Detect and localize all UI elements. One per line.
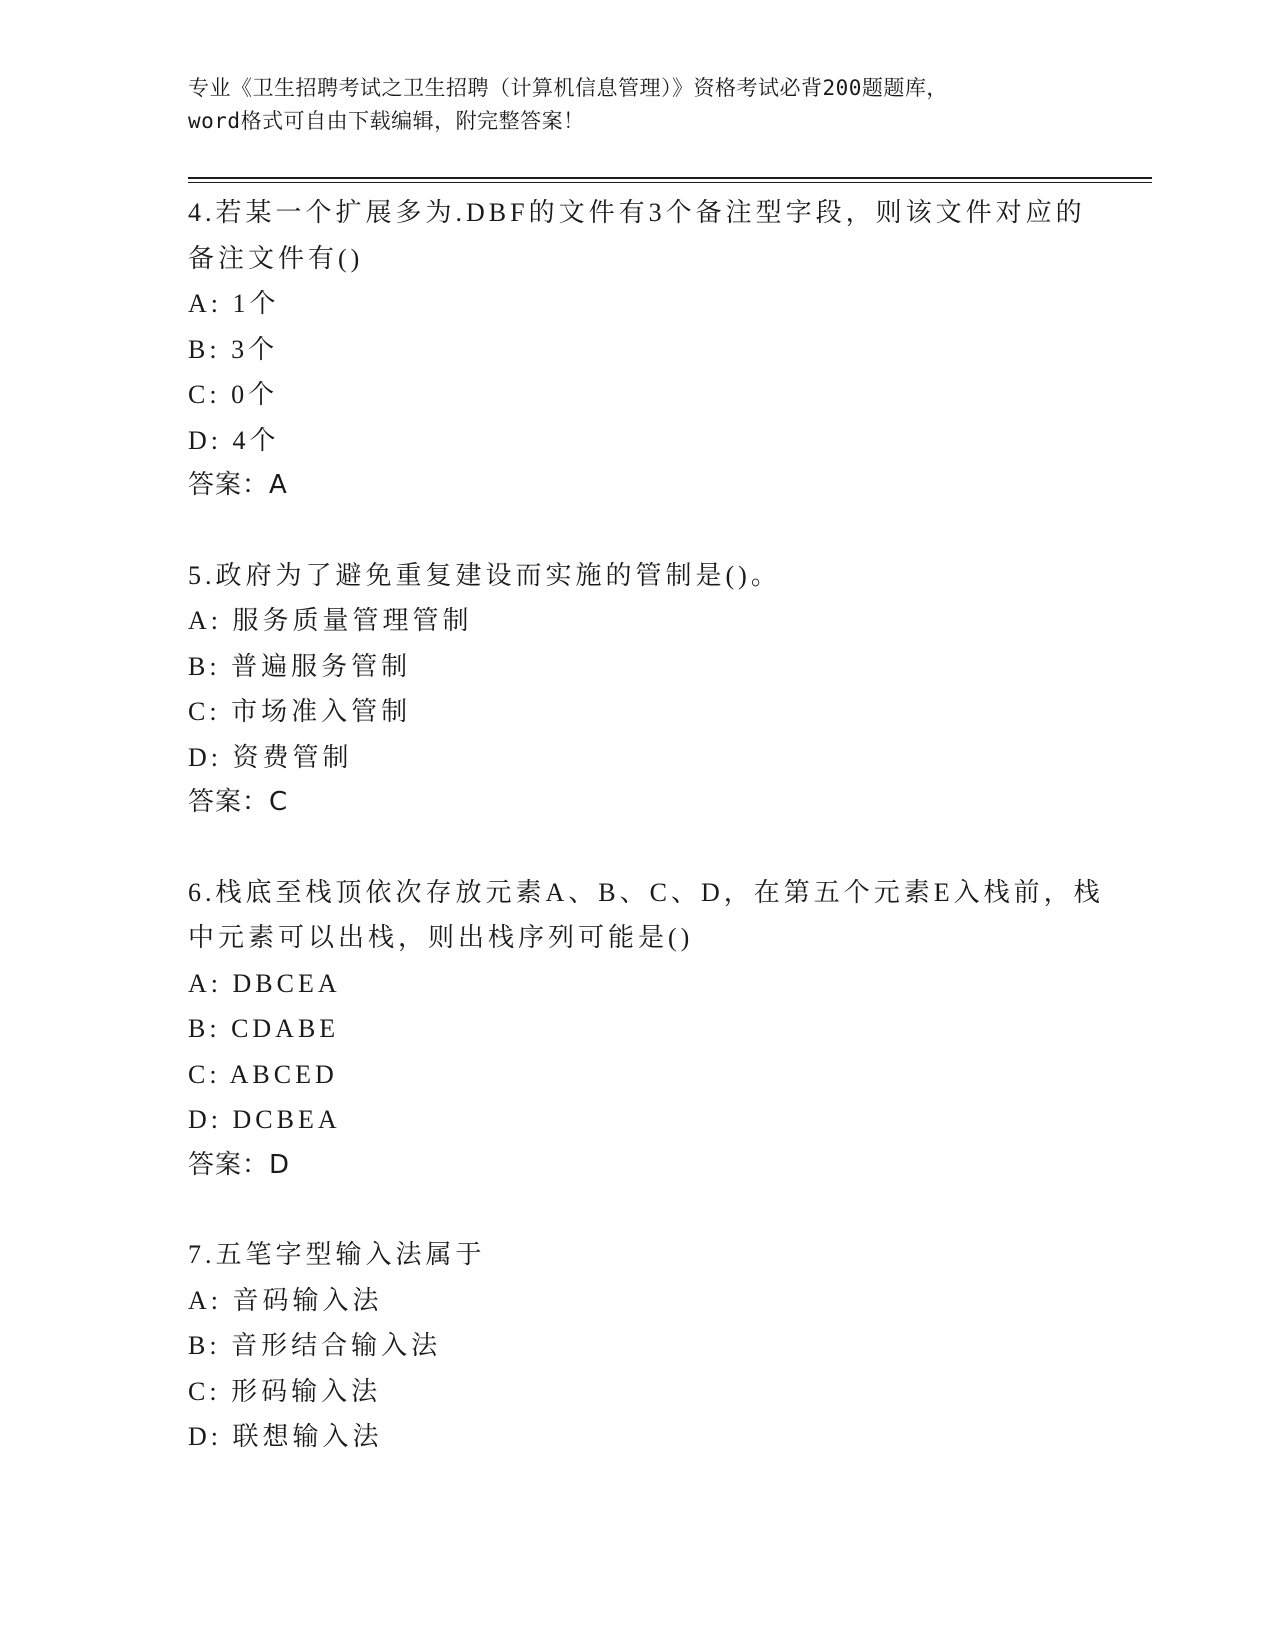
stem-line: 6.栈底至栈顶依次存放元素A、B、C、D，在第五个元素E入栈前，栈 [188,877,1104,907]
answer-line: 答案：D [188,1149,291,1180]
option-a: A: DBCEA [188,968,341,998]
question-5 [188,553,1088,826]
option-d: D: 4个 [188,425,280,455]
option-b: B: CDABE [188,1014,340,1043]
option-a: A: 服务质量管理管制 [188,606,473,635]
option-d: D: 资费管制 [188,742,353,772]
answer-line: 答案：C [188,787,289,817]
question-6 [188,870,1104,1189]
document-header [188,72,1088,138]
stem-line: 备注文件有() [188,243,364,273]
option-b: B: 音形结合输入法 [188,1331,442,1360]
option-c: C: 形码输入法 [188,1376,382,1406]
option-b: B: 3个 [188,334,279,364]
question-stem [188,190,1088,281]
option-a: A: 1个 [188,289,280,318]
option-c: C: ABCED [188,1059,338,1089]
question-stem [188,870,1104,961]
option-c: C: 市场准入管制 [188,697,412,726]
stem-line: 4.若某一个扩展多为.DBF的文件有3个备注型字段，则该文件对应的 [188,198,1086,227]
stem-line: 中元素可以出栈，则出栈序列可能是() [188,923,694,952]
header-line-1: 专业《卫生招聘考试之卫生招聘（计算机信息管理）》资格考试必背200题题库， [188,76,948,100]
stem-line: 5.政府为了避免重复建设而实施的管制是()。 [188,560,781,590]
option-b: B: 普遍服务管制 [188,651,412,681]
option-a: A: 音码输入法 [188,1285,383,1315]
header-line-2: word格式可自由下载编辑，附完整答案！ [188,109,585,133]
question-7 [188,1232,1088,1460]
header-divider [188,177,1152,179]
question-list [188,190,1104,1504]
header-divider-thin [188,182,1152,183]
answer-line: 答案：A [188,470,288,500]
question-stem [188,553,1088,599]
question-stem [188,1232,1088,1278]
question-4 [188,190,1088,509]
option-d: D: DCBEA [188,1105,341,1134]
option-c: C: 0个 [188,380,279,409]
option-d: D: 联想输入法 [188,1422,383,1451]
stem-line: 7.五笔字型输入法属于 [188,1240,486,1269]
